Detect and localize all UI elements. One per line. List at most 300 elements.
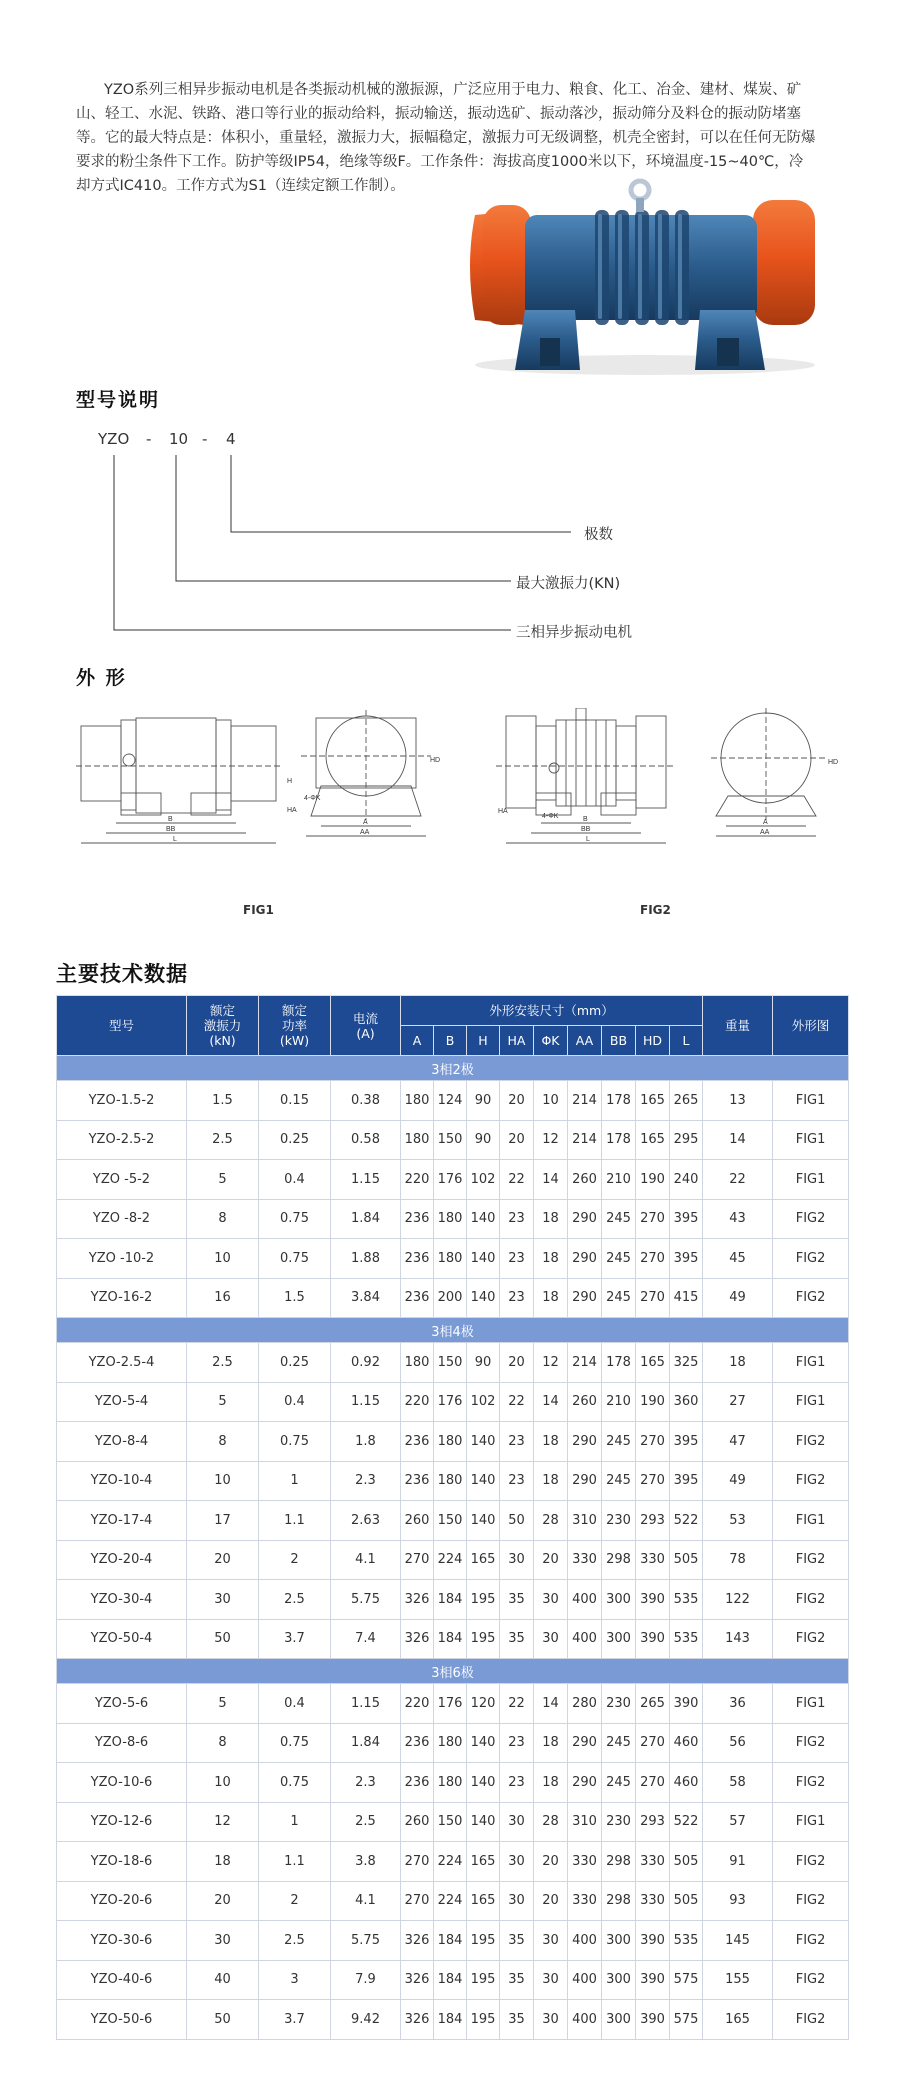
table-cell: 140 — [467, 1278, 500, 1318]
table-row — [57, 1081, 849, 1121]
table-cell: 270 — [636, 1723, 670, 1763]
table-cell: 210 — [602, 1160, 636, 1200]
table-cell: 30 — [500, 1540, 534, 1580]
table-cell: 102 — [467, 1382, 500, 1422]
table-cell: 8 — [187, 1199, 259, 1239]
table-cell: FIG2 — [773, 1619, 849, 1659]
table-cell: 290 — [568, 1239, 602, 1279]
table-cell: 30 — [187, 1921, 259, 1961]
table-cell: 50 — [187, 1619, 259, 1659]
table-cell: 1.84 — [331, 1723, 401, 1763]
table-cell: 236 — [401, 1199, 434, 1239]
table-cell: 236 — [401, 1723, 434, 1763]
table-cell: 155 — [703, 1960, 773, 2000]
fig1-dim-l: L — [173, 836, 177, 843]
table-cell: YZO-5-4 — [57, 1382, 187, 1422]
table-cell: 20 — [500, 1343, 534, 1383]
table-cell: 400 — [568, 1960, 602, 2000]
table-cell: FIG2 — [773, 1842, 849, 1882]
table-row — [57, 1842, 849, 1882]
table-cell: 176 — [434, 1382, 467, 1422]
table-cell: 195 — [467, 1619, 500, 1659]
table-cell: 310 — [568, 1802, 602, 1842]
table-cell: 78 — [703, 1540, 773, 1580]
table-cell: 0.25 — [259, 1343, 331, 1383]
shape-section-title: 外 形 — [76, 667, 127, 689]
table-cell: 18 — [534, 1199, 568, 1239]
table-cell: 3.7 — [259, 1619, 331, 1659]
label-max-force: 最大激振力(KN) — [516, 576, 621, 592]
table-cell: 1.15 — [331, 1160, 401, 1200]
table-cell: 3.84 — [331, 1278, 401, 1318]
table-cell: 140 — [467, 1723, 500, 1763]
table-cell: YZO-30-4 — [57, 1580, 187, 1620]
table-cell: 180 — [401, 1120, 434, 1160]
table-cell: 140 — [467, 1199, 500, 1239]
table-cell: 10 — [187, 1239, 259, 1279]
table-cell: 180 — [434, 1461, 467, 1501]
fig1-dim-aa: AA — [360, 829, 370, 836]
table-cell: 22 — [500, 1382, 534, 1422]
table-cell: 300 — [602, 1960, 636, 2000]
th-dim-8: L — [670, 1026, 703, 1056]
table-cell: 0.58 — [331, 1120, 401, 1160]
table-cell: 23 — [500, 1763, 534, 1803]
table-cell: 395 — [670, 1461, 703, 1501]
th-dim-6: BB — [602, 1026, 636, 1056]
table-cell: YZO-50-4 — [57, 1619, 187, 1659]
table-cell: 260 — [401, 1501, 434, 1541]
table-row — [57, 1580, 849, 1620]
table-cell: 330 — [568, 1540, 602, 1580]
table-cell: 47 — [703, 1422, 773, 1462]
table-cell: 1 — [259, 1802, 331, 1842]
table-cell: 245 — [602, 1763, 636, 1803]
table-cell: 0.38 — [331, 1081, 401, 1121]
table-cell: YZO -5-2 — [57, 1160, 187, 1200]
table-cell: 236 — [401, 1763, 434, 1803]
code-part-dash-2: - — [202, 430, 208, 448]
table-cell: 122 — [703, 1580, 773, 1620]
table-cell: 140 — [467, 1802, 500, 1842]
table-cell: 390 — [636, 1580, 670, 1620]
table-cell: 245 — [602, 1461, 636, 1501]
table-cell: 35 — [500, 1619, 534, 1659]
table-cell: 300 — [602, 2000, 636, 2040]
table-row — [57, 1199, 849, 1239]
table-cell: 140 — [467, 1461, 500, 1501]
table-cell: 35 — [500, 1580, 534, 1620]
fig2-dim-aa: AA — [760, 829, 770, 836]
table-cell: 0.25 — [259, 1120, 331, 1160]
fig2-dim-bb: BB — [581, 826, 591, 833]
table-cell: FIG2 — [773, 1422, 849, 1462]
table-cell: 270 — [636, 1422, 670, 1462]
table-cell: 505 — [670, 1842, 703, 1882]
table-cell: 178 — [602, 1081, 636, 1121]
table-cell: 505 — [670, 1540, 703, 1580]
table-cell: 0.15 — [259, 1081, 331, 1121]
table-cell: 18 — [534, 1239, 568, 1279]
table-cell: 18 — [534, 1461, 568, 1501]
table-cell: 395 — [670, 1199, 703, 1239]
table-cell: YZO-5-6 — [57, 1684, 187, 1724]
table-cell: 50 — [500, 1501, 534, 1541]
table-cell: 190 — [636, 1160, 670, 1200]
code-part-dash-1: - — [146, 430, 152, 448]
table-cell: 400 — [568, 1921, 602, 1961]
table-cell: FIG2 — [773, 1960, 849, 2000]
table-title: 主要技术数据 — [56, 962, 188, 986]
table-cell: 90 — [467, 1343, 500, 1383]
table-cell: 30 — [534, 1921, 568, 1961]
table-cell: 1 — [259, 1461, 331, 1501]
table-row — [57, 1278, 849, 1318]
table-cell: 1.88 — [331, 1239, 401, 1279]
table-cell: 298 — [602, 1842, 636, 1882]
fig1-end-view — [301, 710, 431, 836]
table-cell: 30 — [187, 1580, 259, 1620]
table-cell: 395 — [670, 1239, 703, 1279]
table-cell: 165 — [467, 1540, 500, 1580]
th-dim-3: HA — [500, 1026, 534, 1056]
fig2-dim-hole: 4-ΦK — [542, 813, 559, 820]
table-cell: 535 — [670, 1580, 703, 1620]
table-cell: 8 — [187, 1723, 259, 1763]
table-cell: 4.1 — [331, 1881, 401, 1921]
fig2-dim-hd: HD — [828, 759, 839, 766]
table-cell: 245 — [602, 1199, 636, 1239]
table-cell: 45 — [703, 1239, 773, 1279]
table-cell: 9.42 — [331, 2000, 401, 2040]
fig1-dim-bb: BB — [166, 826, 176, 833]
table-cell: 3 — [259, 1960, 331, 2000]
table-cell: 91 — [703, 1842, 773, 1882]
table-cell: 35 — [500, 1960, 534, 2000]
table-cell: 2.5 — [259, 1580, 331, 1620]
group-header: 3相4极 — [57, 1318, 849, 1343]
table-cell: FIG2 — [773, 1723, 849, 1763]
table-cell: 36 — [703, 1684, 773, 1724]
table-cell: 102 — [467, 1160, 500, 1200]
code-part-force: 10 — [169, 430, 189, 448]
table-cell: 18 — [703, 1343, 773, 1383]
table-cell: YZO -8-2 — [57, 1199, 187, 1239]
table-cell: 1.84 — [331, 1199, 401, 1239]
table-row — [57, 1382, 849, 1422]
table-cell: 535 — [670, 1921, 703, 1961]
table-cell: 20 — [534, 1842, 568, 1882]
table-cell: 300 — [602, 1921, 636, 1961]
fig1-dim-hole: 4-ΦK — [304, 795, 321, 802]
th-current: 电流 (A) — [331, 996, 401, 1056]
table-cell: 1.1 — [259, 1501, 331, 1541]
table-cell: 310 — [568, 1501, 602, 1541]
th-dims-group: 外形安装尺寸（mm） — [401, 996, 703, 1026]
fig1-dim-hd: HD — [430, 757, 441, 764]
table-cell: 195 — [467, 1960, 500, 2000]
table-cell: FIG2 — [773, 1881, 849, 1921]
table-cell: 290 — [568, 1723, 602, 1763]
table-cell: 18 — [534, 1723, 568, 1763]
table-cell: 7.4 — [331, 1619, 401, 1659]
table-cell: 178 — [602, 1120, 636, 1160]
table-cell: YZO-16-2 — [57, 1278, 187, 1318]
table-cell: 0.4 — [259, 1160, 331, 1200]
table-cell: 230 — [602, 1684, 636, 1724]
table-cell: 2.5 — [187, 1343, 259, 1383]
table-cell: 0.75 — [259, 1763, 331, 1803]
table-row — [57, 1422, 849, 1462]
table-cell: 30 — [500, 1842, 534, 1882]
table-cell: 0.4 — [259, 1684, 331, 1724]
table-cell: 7.9 — [331, 1960, 401, 2000]
table-cell: 400 — [568, 2000, 602, 2040]
table-cell: 575 — [670, 2000, 703, 2040]
table-cell: 195 — [467, 1580, 500, 1620]
table-cell: FIG2 — [773, 1763, 849, 1803]
table-cell: YZO-10-6 — [57, 1763, 187, 1803]
table-cell: FIG2 — [773, 1461, 849, 1501]
table-cell: 290 — [568, 1199, 602, 1239]
th-dim-7: HD — [636, 1026, 670, 1056]
table-cell: 236 — [401, 1239, 434, 1279]
table-cell: 18 — [187, 1842, 259, 1882]
table-cell: 270 — [401, 1842, 434, 1882]
table-cell: YZO-10-4 — [57, 1461, 187, 1501]
table-cell: 0.75 — [259, 1422, 331, 1462]
table-cell: 57 — [703, 1802, 773, 1842]
table-cell: 522 — [670, 1501, 703, 1541]
table-cell: FIG2 — [773, 1199, 849, 1239]
label-poles: 极数 — [584, 527, 613, 543]
table-cell: 20 — [187, 1540, 259, 1580]
table-cell: 240 — [670, 1160, 703, 1200]
table-row — [57, 1684, 849, 1724]
table-cell: 140 — [467, 1501, 500, 1541]
table-cell: 2.5 — [187, 1120, 259, 1160]
table-cell: 290 — [568, 1422, 602, 1462]
table-cell: FIG1 — [773, 1081, 849, 1121]
table-cell: 0.75 — [259, 1723, 331, 1763]
table-cell: 23 — [500, 1422, 534, 1462]
table-cell: 8 — [187, 1422, 259, 1462]
table-cell: 90 — [467, 1120, 500, 1160]
table-cell: 298 — [602, 1881, 636, 1921]
table-cell: 12 — [187, 1802, 259, 1842]
table-cell: 326 — [401, 1619, 434, 1659]
table-cell: 330 — [568, 1842, 602, 1882]
model-code-diagram — [76, 420, 676, 650]
table-cell: 0.75 — [259, 1199, 331, 1239]
table-cell: 20 — [187, 1881, 259, 1921]
table-cell: 260 — [401, 1802, 434, 1842]
table-cell: 90 — [467, 1081, 500, 1121]
group-header: 3相6极 — [57, 1659, 849, 1684]
table-cell: YZO-17-4 — [57, 1501, 187, 1541]
fig2-label: FIG2 — [640, 903, 671, 917]
table-cell: 165 — [703, 2000, 773, 2040]
th-model: 型号 — [57, 996, 187, 1056]
table-row — [57, 1802, 849, 1842]
table-cell: 210 — [602, 1382, 636, 1422]
table-cell: FIG2 — [773, 1921, 849, 1961]
table-cell: FIG2 — [773, 1580, 849, 1620]
table-cell: 180 — [434, 1199, 467, 1239]
table-row — [57, 1881, 849, 1921]
table-cell: 20 — [500, 1120, 534, 1160]
code-part-poles: 4 — [226, 430, 236, 448]
table-cell: 390 — [636, 1921, 670, 1961]
fig2-end-view — [711, 708, 826, 836]
table-row — [57, 1619, 849, 1659]
fig1-dim-h: H — [287, 778, 293, 785]
table-cell: 30 — [534, 1580, 568, 1620]
table-cell: FIG2 — [773, 2000, 849, 2040]
table-cell: 10 — [187, 1763, 259, 1803]
table-cell: 245 — [602, 1723, 636, 1763]
table-cell: 50 — [187, 2000, 259, 2040]
th-force: 额定 激振力 (kN) — [187, 996, 259, 1056]
table-cell: 214 — [568, 1120, 602, 1160]
table-row — [57, 1120, 849, 1160]
table-cell: YZO-2.5-4 — [57, 1343, 187, 1383]
table-cell: YZO-8-6 — [57, 1723, 187, 1763]
table-cell: 3.8 — [331, 1842, 401, 1882]
table-cell: 56 — [703, 1723, 773, 1763]
table-cell: 176 — [434, 1160, 467, 1200]
table-cell: 180 — [401, 1343, 434, 1383]
table-cell: 326 — [401, 1960, 434, 2000]
table-cell: 16 — [187, 1278, 259, 1318]
th-power: 额定 功率 (kW) — [259, 996, 331, 1056]
table-cell: 236 — [401, 1422, 434, 1462]
table-cell: 2 — [259, 1881, 331, 1921]
table-cell: 214 — [568, 1343, 602, 1383]
table-cell: 150 — [434, 1802, 467, 1842]
table-cell: 30 — [534, 1960, 568, 2000]
table-cell: 230 — [602, 1802, 636, 1842]
table-cell: 300 — [602, 1619, 636, 1659]
table-cell: 575 — [670, 1960, 703, 2000]
table-cell: 1.8 — [331, 1422, 401, 1462]
table-cell: 22 — [703, 1160, 773, 1200]
table-cell: 224 — [434, 1842, 467, 1882]
table-cell: 10 — [534, 1081, 568, 1121]
table-cell: 30 — [534, 1619, 568, 1659]
table-cell: 23 — [500, 1278, 534, 1318]
table-cell: 17 — [187, 1501, 259, 1541]
th-dim-0: A — [401, 1026, 434, 1056]
table-cell: FIG1 — [773, 1382, 849, 1422]
table-cell: YZO-40-6 — [57, 1960, 187, 2000]
table-cell: 180 — [434, 1763, 467, 1803]
table-cell: 390 — [636, 1619, 670, 1659]
table-cell: FIG2 — [773, 1239, 849, 1279]
table-cell: 14 — [703, 1120, 773, 1160]
table-cell: 180 — [434, 1239, 467, 1279]
table-cell: FIG1 — [773, 1684, 849, 1724]
table-cell: 93 — [703, 1881, 773, 1921]
table-cell: 390 — [636, 2000, 670, 2040]
table-cell: YZO -10-2 — [57, 1239, 187, 1279]
table-cell: 5 — [187, 1160, 259, 1200]
table-cell: 140 — [467, 1239, 500, 1279]
table-cell: 20 — [534, 1881, 568, 1921]
table-cell: 224 — [434, 1881, 467, 1921]
table-cell: 14 — [534, 1382, 568, 1422]
table-cell: 184 — [434, 1960, 467, 2000]
table-cell: 2.3 — [331, 1461, 401, 1501]
table-cell: 184 — [434, 2000, 467, 2040]
table-cell: 12 — [534, 1343, 568, 1383]
table-cell: 2 — [259, 1540, 331, 1580]
table-cell: 120 — [467, 1684, 500, 1724]
table-cell: 390 — [636, 1960, 670, 2000]
table-cell: YZO-12-6 — [57, 1802, 187, 1842]
table-cell: 270 — [636, 1278, 670, 1318]
th-dim-2: H — [467, 1026, 500, 1056]
table-cell: 330 — [568, 1881, 602, 1921]
table-cell: YZO-1.5-2 — [57, 1081, 187, 1121]
fig2-dim-b: B — [583, 816, 588, 823]
table-cell: 180 — [401, 1081, 434, 1121]
table-cell: 10 — [187, 1461, 259, 1501]
table-cell: 1.5 — [187, 1081, 259, 1121]
table-cell: 325 — [670, 1343, 703, 1383]
table-cell: 236 — [401, 1278, 434, 1318]
table-cell: 190 — [636, 1382, 670, 1422]
table-cell: 200 — [434, 1278, 467, 1318]
table-cell: 460 — [670, 1723, 703, 1763]
table-cell: 2.5 — [331, 1802, 401, 1842]
table-cell: FIG1 — [773, 1802, 849, 1842]
table-cell: 390 — [670, 1684, 703, 1724]
table-cell: 23 — [500, 1723, 534, 1763]
table-cell: 165 — [636, 1343, 670, 1383]
table-row — [57, 1239, 849, 1279]
table-cell: FIG2 — [773, 1540, 849, 1580]
fig2-dim-a: A — [763, 819, 768, 826]
table-cell: 245 — [602, 1239, 636, 1279]
table-cell: FIG1 — [773, 1120, 849, 1160]
table-cell: FIG1 — [773, 1501, 849, 1541]
table-row — [57, 1921, 849, 1961]
table-cell: 22 — [500, 1684, 534, 1724]
table-cell: 0.75 — [259, 1239, 331, 1279]
motor-product-image — [455, 160, 835, 380]
table-cell: 176 — [434, 1684, 467, 1724]
table-cell: 43 — [703, 1199, 773, 1239]
table-cell: 5 — [187, 1684, 259, 1724]
table-cell: 195 — [467, 2000, 500, 2040]
table-cell: FIG2 — [773, 1278, 849, 1318]
table-cell: 49 — [703, 1461, 773, 1501]
table-cell: 270 — [401, 1881, 434, 1921]
table-cell: FIG1 — [773, 1343, 849, 1383]
table-cell: 195 — [467, 1921, 500, 1961]
table-cell: 140 — [467, 1763, 500, 1803]
table-cell: 3.7 — [259, 2000, 331, 2040]
label-motor-type: 三相异步振动电机 — [516, 625, 632, 641]
table-cell: 360 — [670, 1382, 703, 1422]
table-cell: 18 — [534, 1763, 568, 1803]
table-cell: 35 — [500, 2000, 534, 2040]
table-cell: 260 — [568, 1160, 602, 1200]
fig2-dim-l: L — [586, 836, 590, 843]
table-cell: 290 — [568, 1278, 602, 1318]
code-part-series: YZO — [98, 430, 130, 448]
